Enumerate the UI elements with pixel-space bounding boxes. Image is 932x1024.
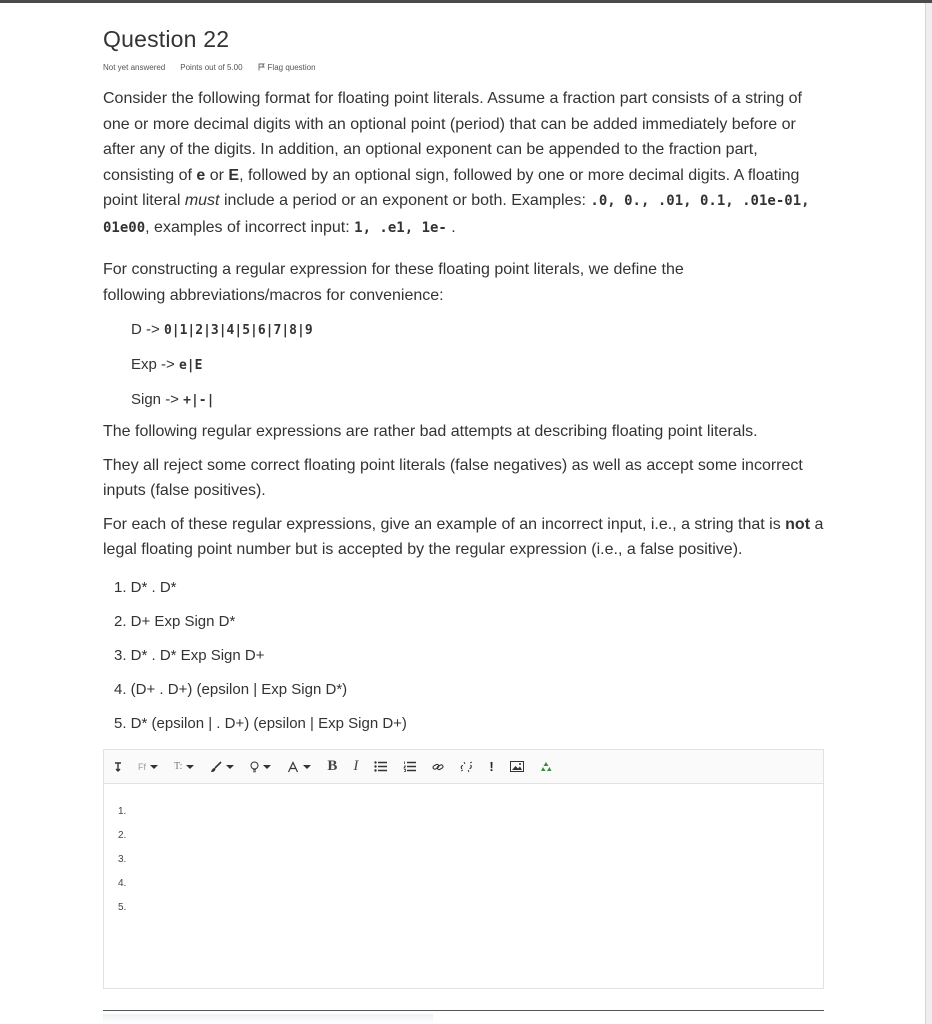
macro-d-value: 0|1|2|3|4|5|6|7|8|9	[163, 323, 313, 338]
regex-item: 3. D* . D* Exp Sign D+	[114, 646, 265, 664]
intro-e-upper: E	[228, 166, 240, 184]
numbered-list-icon	[403, 761, 416, 772]
intro-examples: .0, 0., .01, 0.1, .01e-01, 01e00	[103, 193, 810, 236]
recycle-button[interactable]	[540, 757, 552, 777]
styles-dropdown[interactable]	[250, 757, 271, 777]
chevron-down-icon	[303, 765, 311, 769]
divider	[103, 1010, 824, 1011]
lightbulb-icon	[250, 761, 259, 773]
font-family-dropdown[interactable]	[138, 757, 158, 777]
macro-d	[131, 317, 824, 343]
unlink-button[interactable]	[460, 757, 473, 777]
chevron-down-icon	[226, 765, 234, 769]
flag-question-label: Flag question	[267, 62, 316, 72]
list-item: 1.	[118, 806, 127, 817]
points-label: Points out of 5.00	[180, 62, 243, 72]
regex-item: 5. D* (epsilon | . D+) (epsilon | Exp Sign D+)	[114, 714, 407, 732]
insert-image-button[interactable]	[510, 757, 524, 777]
macro-sign-label: Sign ->	[131, 391, 184, 408]
instruction-text-a: For each of these regular expressions, give an example of an incorrect input, i.e., a string that is	[103, 515, 786, 533]
ordered-list-button[interactable]	[403, 757, 416, 777]
editor-toolbar	[104, 750, 823, 784]
top-border	[0, 0, 932, 3]
intro-or: or	[205, 166, 229, 184]
macro-sign-value: +|-|	[183, 393, 215, 408]
intro-text-c: include a period or an exponent or both. Examples:	[219, 192, 591, 209]
font-color-icon	[287, 761, 299, 773]
question-meta	[103, 62, 824, 72]
list-item: 2.	[118, 830, 127, 841]
link-icon	[432, 761, 444, 773]
list-item: 4.	[118, 878, 127, 889]
instruction-text-b: a legal floating point number but is accepted by the regular expression (i.e., a false positive).	[103, 515, 824, 558]
font-family-label: Ff	[138, 761, 146, 772]
chevron-down-icon	[150, 765, 158, 769]
macro-d-label: D ->	[131, 321, 164, 338]
chevron-down-icon	[186, 765, 194, 769]
answer-status: Not yet answered	[103, 62, 166, 72]
regex-item: 4. (D+ . D+) (epsilon | Exp Sign D*)	[114, 680, 348, 698]
insert-link-button[interactable]	[432, 757, 444, 777]
question-title: Question 22	[103, 26, 230, 52]
intro-text-e: .	[446, 218, 456, 236]
intro-text-a: Consider the following format for floating point literals. Assume a fraction part consists of a string of one or more decimal digits with an optional point (period) that can be added immediately before or after any of the digits. In addition, an optional exponent can be appended to the fraction part, consisting of	[103, 90, 802, 184]
intro-paragraph	[103, 86, 824, 241]
instruction-paragraph	[103, 512, 824, 563]
emoji-button[interactable]: !	[489, 759, 494, 774]
scrollbar[interactable]	[925, 3, 932, 1024]
intro-must: must	[184, 192, 220, 209]
intro-incorrect: 1, .e1, 1e-	[354, 219, 447, 236]
text-color-dropdown[interactable]	[287, 757, 311, 777]
macro-exp-label: Exp ->	[131, 356, 179, 373]
bullet-list-icon	[374, 761, 387, 772]
editor-content[interactable]	[104, 784, 823, 926]
bold-button[interactable]: B	[327, 758, 338, 774]
question-text	[103, 86, 824, 741]
regex-list	[103, 571, 824, 741]
list-item: 3.	[118, 854, 127, 865]
macro-exp-value: e|E	[178, 358, 203, 373]
question-container	[103, 26, 824, 741]
intro-text-d: , examples of incorrect input:	[145, 218, 355, 236]
list-item: 5.	[118, 902, 127, 913]
macro-intro-paragraph: For constructing a regular expression for these floating point literals, we define the following abbreviations/macros for convenience:	[103, 261, 684, 304]
toolbar-toggle-button[interactable]	[114, 757, 122, 777]
font-size-label: T:	[174, 761, 183, 772]
unlink-icon	[460, 761, 473, 773]
unordered-list-button[interactable]	[374, 757, 387, 777]
footer-shadow	[103, 1014, 433, 1024]
image-icon	[510, 761, 524, 772]
answer-editor	[103, 749, 824, 989]
italic-button[interactable]: I	[353, 758, 359, 774]
bad-attempts-paragraph: The following regular expressions are rather bad attempts at describing floating point literals.	[103, 423, 758, 440]
flag-icon	[258, 63, 265, 71]
chevron-down-icon	[263, 765, 271, 769]
recycle-icon	[540, 761, 552, 773]
intro-text-b: , followed by an optional sign, followed by one or more decimal digits. A floating point literal	[103, 166, 800, 209]
paintbrush-icon	[210, 761, 222, 773]
instruction-not: not	[785, 515, 811, 533]
intro-e-lower: e	[196, 166, 206, 184]
macro-list	[131, 317, 824, 413]
macro-exp	[131, 352, 824, 378]
false-negatives-paragraph: They all reject some correct floating point literals (false negatives) as well as accept some incorrect inputs (false positives).	[103, 456, 803, 499]
regex-item: 2. D+ Exp Sign D*	[114, 612, 236, 630]
regex-item: 1. D* . D*	[114, 578, 177, 596]
paragraph-style-dropdown[interactable]	[210, 757, 234, 777]
macro-sign	[131, 387, 824, 413]
font-size-dropdown[interactable]	[174, 757, 194, 777]
flag-question-link[interactable]	[258, 63, 316, 72]
expand-icon	[114, 761, 122, 773]
